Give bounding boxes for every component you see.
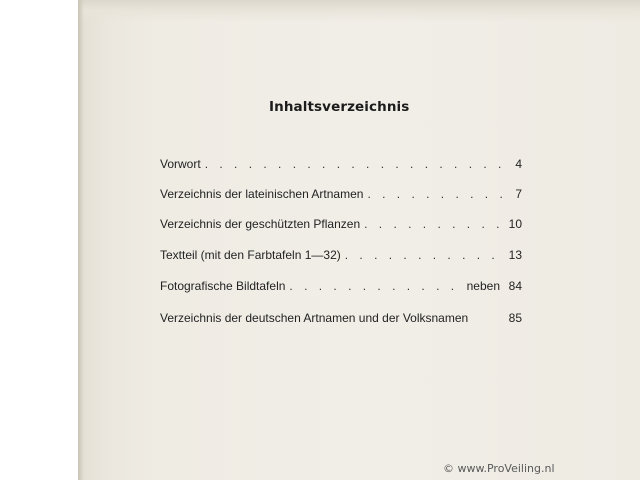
toc-entry-label: Verzeichnis der geschützten Pflanzen [160, 217, 361, 231]
toc-entry-page: 13 [508, 248, 522, 262]
watermark: © www.ProVeiling.nl [443, 462, 555, 475]
toc-entry-deutsche-artnamen [160, 311, 522, 329]
toc-entry-vorwort [160, 157, 522, 175]
dot-leader [367, 187, 504, 201]
toc-entry-label: Fotografische Bildtafeln [160, 279, 286, 293]
toc-entry-label: Textteil (mit den Farbtafeln 1—32) [160, 248, 341, 262]
dot-leader [345, 248, 504, 262]
toc-entry-page: 4 [515, 157, 522, 171]
dot-leader [289, 279, 462, 293]
toc-entry-page: 7 [515, 187, 522, 201]
toc-entry-lateinische-artnamen [160, 187, 522, 205]
toc-entry-page: 85 [508, 311, 522, 325]
dot-leader [205, 157, 504, 171]
toc-entry-page: 84 [508, 279, 522, 293]
dot-leader [364, 217, 504, 231]
book-page [78, 0, 640, 480]
toc-entry-page-prefix: neben [466, 279, 500, 293]
toc-entry-page: 10 [508, 217, 522, 231]
toc-entry-label: Verzeichnis der deutschen Artnamen und der Volksnamen [160, 311, 469, 325]
page-gutter-shadow [78, 0, 84, 480]
toc-entry-geschuetzte-pflanzen [160, 217, 522, 235]
toc-entry-textteil [160, 248, 522, 266]
toc-entry-label: Verzeichnis der lateinischen Artnamen [160, 187, 364, 201]
toc-heading: Inhaltsverzeichnis [269, 99, 410, 115]
toc-entry-fotografische-bildtafeln [160, 279, 522, 297]
toc-entry-label: Vorwort [160, 157, 201, 171]
page-edge-shadow [78, 0, 640, 22]
